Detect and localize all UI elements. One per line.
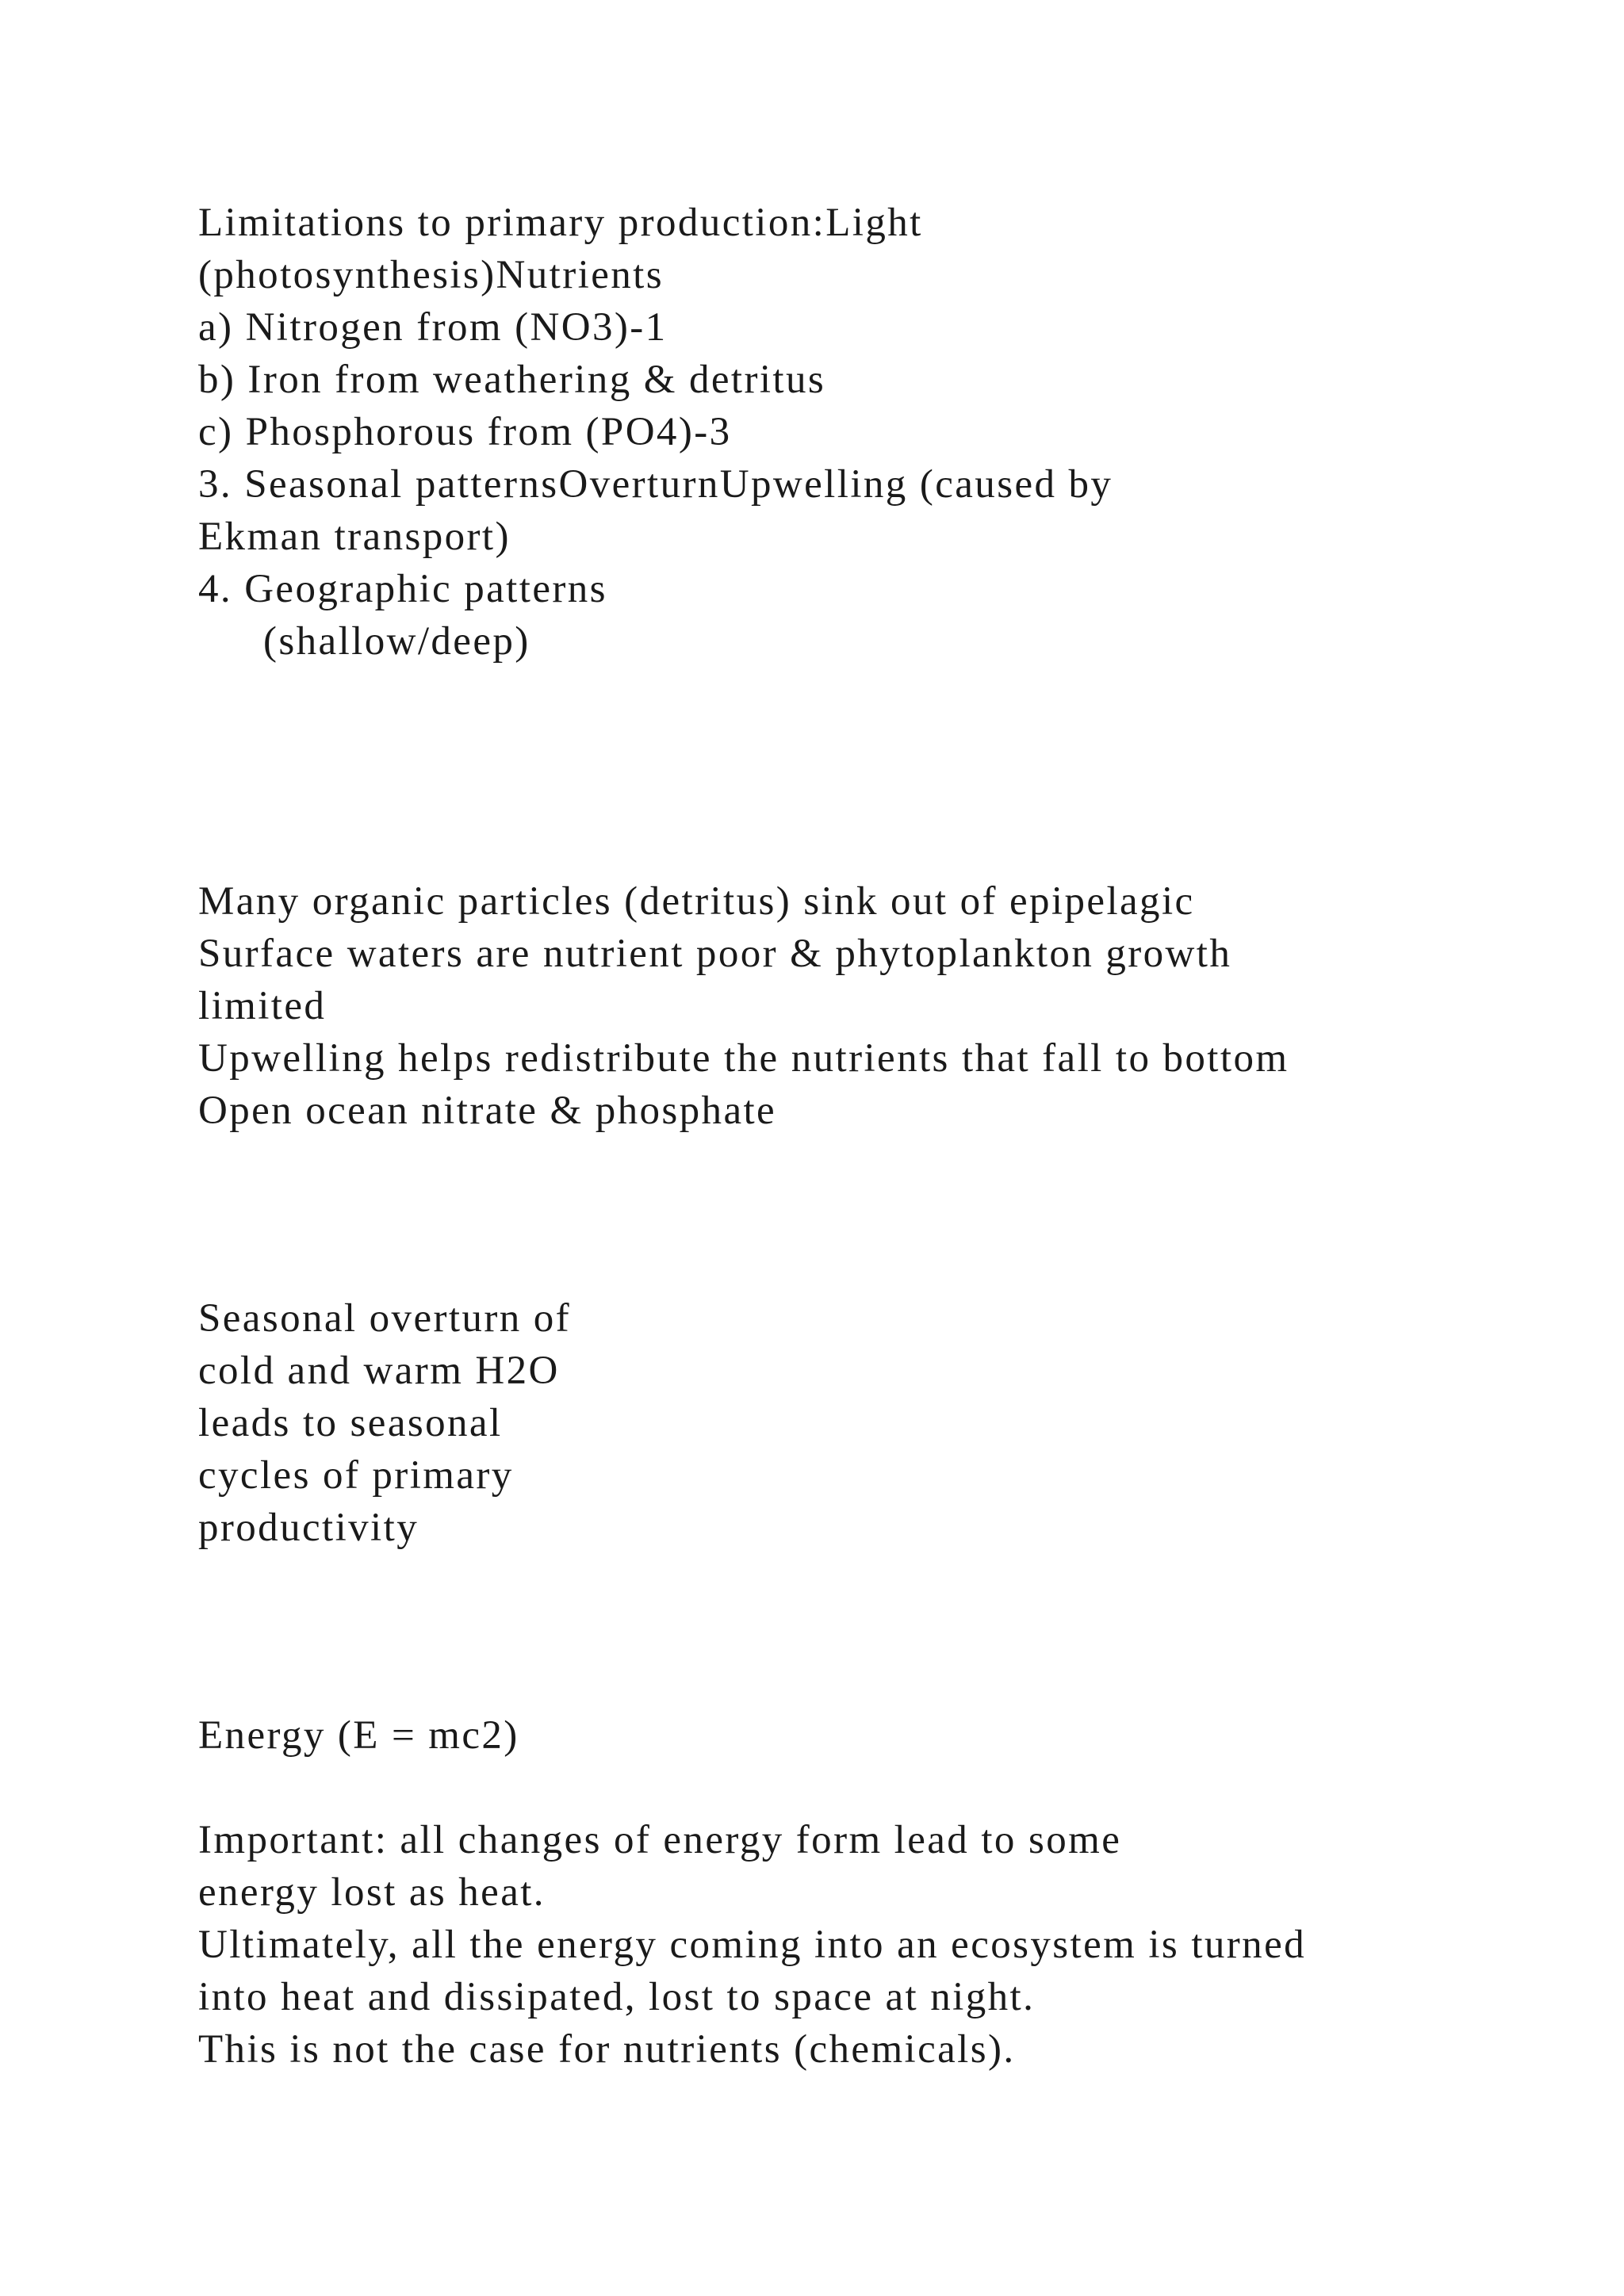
text-line: Ekman transport) bbox=[198, 515, 511, 559]
text-line: cycles of primary bbox=[198, 1453, 514, 1498]
text-line: 4. Geographic patterns bbox=[198, 567, 607, 611]
text-line: Energy (E = mc2) bbox=[198, 1713, 519, 1758]
text-line: productivity bbox=[198, 1506, 419, 1550]
text-line: a) Nitrogen from (NO3)-1 bbox=[198, 305, 668, 350]
text-line: (shallow/deep) bbox=[263, 619, 530, 664]
text-line: leads to seasonal bbox=[198, 1401, 503, 1445]
text-line: Many organic particles (detritus) sink out of epipelagic bbox=[198, 879, 1195, 924]
text-line: c) Phosphorous from (PO4)-3 bbox=[198, 410, 732, 454]
text-line: cold and warm H2O bbox=[198, 1349, 560, 1393]
text-line: b) Iron from weathering & detritus bbox=[198, 358, 826, 402]
text-line: energy lost as heat. bbox=[198, 1870, 546, 1915]
text-line: Limitations to primary production:Light bbox=[198, 201, 923, 245]
text-line: Open ocean nitrate & phosphate bbox=[198, 1089, 777, 1133]
text-line: 3. Seasonal patternsOverturnUpwelling (caused by bbox=[198, 462, 1113, 507]
text-line: Seasonal overturn of bbox=[198, 1296, 572, 1341]
text-line: limited bbox=[198, 984, 327, 1028]
text-line: Surface waters are nutrient poor & phytoplankton growth bbox=[198, 932, 1232, 976]
text-line: into heat and dissipated, lost to space at night. bbox=[198, 1975, 1036, 2019]
text-line: Upwelling helps redistribute the nutrients that fall to bottom bbox=[198, 1036, 1289, 1081]
text-line: Ultimately, all the energy coming into an ecosystem is turned bbox=[198, 1923, 1307, 1967]
text-line: This is not the case for nutrients (chemicals). bbox=[198, 2027, 1016, 2072]
text-line: (photosynthesis)Nutrients bbox=[198, 253, 664, 297]
text-line: Important: all changes of energy form lead to some bbox=[198, 1818, 1122, 1862]
